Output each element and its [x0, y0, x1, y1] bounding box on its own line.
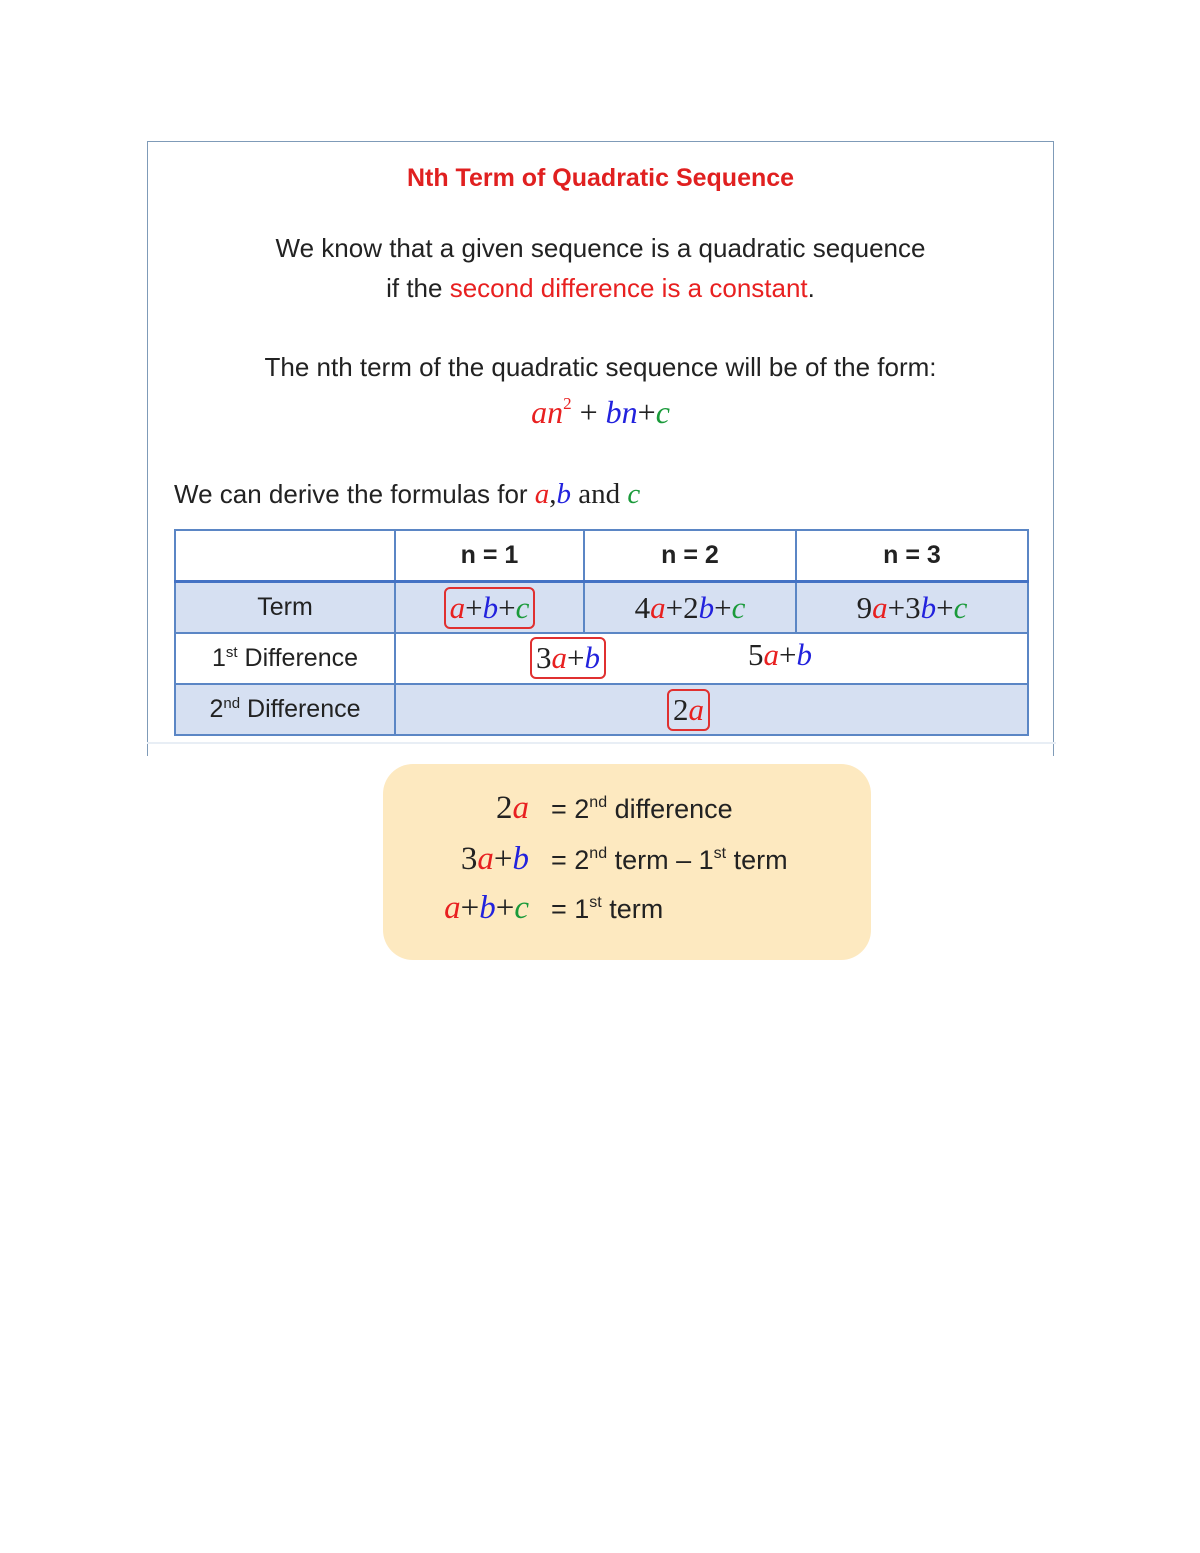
summary-row-1 [383, 788, 871, 828]
derive-comma: , [549, 478, 557, 510]
coef-a: a [763, 637, 779, 672]
rhs-text: term – 1 [607, 845, 714, 875]
form-text: The nth term of the quadratic sequence will be of the form: [264, 352, 937, 382]
ordinal-suffix: nd [589, 845, 608, 862]
intro-line-2 [148, 268, 1053, 308]
ordinal-number: 1 [211, 644, 226, 672]
coef-a: a [477, 841, 494, 877]
coef-a: a [449, 589, 466, 625]
summary-lhs-1 [496, 788, 529, 827]
first-difference-row [175, 633, 1028, 684]
summary-lhs-2 [461, 839, 529, 878]
plus-sign: + [498, 589, 516, 625]
formula-plus-1: + [571, 394, 606, 430]
derive-label: We can derive the formulas for [174, 479, 535, 509]
intro-highlight: second difference is a constant [449, 273, 808, 303]
coefficient: 3 [905, 589, 921, 625]
rhs-text: term [601, 894, 664, 924]
derive-and: and [571, 478, 628, 510]
coefficient: 2 [683, 589, 699, 625]
summary-box [383, 764, 871, 960]
coef-a: a [650, 589, 666, 625]
row-label-first-diff [175, 633, 395, 684]
ordinal-suffix: nd [223, 695, 241, 712]
row-label-second-diff [175, 684, 395, 735]
summary-rhs-1 [551, 794, 733, 825]
first-diff-1 [530, 637, 606, 679]
plus-sign: + [936, 589, 954, 625]
coef-c: c [514, 890, 529, 926]
second-diff-value [395, 684, 1028, 735]
first-diff-values [395, 633, 1028, 684]
derive-b: b [556, 478, 572, 510]
coefficient: 2 [673, 691, 689, 727]
summary-lhs-3 [444, 888, 529, 927]
coefficient: 9 [856, 589, 873, 625]
coefficient: 3 [460, 841, 478, 877]
coefficient: 4 [634, 589, 651, 625]
row-label-term: Term [175, 582, 395, 634]
first-diff-2 [748, 637, 812, 673]
coef-a: a [512, 790, 529, 826]
table-header-row [175, 530, 1028, 582]
plus-sign: + [665, 589, 684, 625]
term-row [175, 582, 1028, 634]
derive-text [174, 478, 640, 511]
coefficient: 5 [748, 637, 764, 672]
sequence-table [174, 529, 1029, 736]
coef-a: a [688, 691, 704, 727]
summary-row-3 [383, 888, 871, 928]
coef-b: b [479, 890, 496, 926]
intro-line-1: We know that a given sequence is a quadratic sequence [275, 233, 926, 263]
nth-term-formula [148, 394, 1053, 431]
header-n3: n = 3 [796, 530, 1028, 582]
derive-a: a [534, 478, 550, 510]
coef-b: b [482, 589, 499, 625]
equals-text: = 2 [551, 794, 590, 824]
ordinal-suffix: st [589, 894, 602, 911]
coef-c: c [731, 589, 746, 625]
coef-a: a [551, 640, 567, 675]
plus-sign: + [567, 640, 585, 675]
second-diff-expr [667, 689, 710, 731]
coefficient: 2 [496, 790, 513, 826]
formula-plus-2: + [637, 394, 656, 430]
plus-sign: + [493, 841, 513, 877]
equals-text: = 1 [551, 894, 590, 924]
derive-c: c [627, 478, 641, 510]
row-label-word: Difference [237, 644, 358, 672]
term-n2-expr [635, 590, 746, 625]
summary-rhs-2 [551, 845, 788, 876]
ordinal-suffix: nd [589, 794, 608, 811]
coef-c: c [953, 589, 968, 625]
coef-b: b [512, 841, 529, 877]
formula-c: c [655, 394, 670, 430]
formula-bn: bn [605, 394, 638, 430]
term-n2 [584, 582, 796, 634]
summary-row-2 [383, 839, 871, 879]
card-bottom-edge [147, 742, 1056, 744]
coef-b: b [584, 640, 600, 675]
plus-sign: + [460, 890, 480, 926]
plus-sign: + [714, 589, 732, 625]
coef-c: c [515, 589, 530, 625]
rhs-text: difference [607, 794, 733, 824]
term-n3 [796, 582, 1028, 634]
plus-sign: + [887, 589, 906, 625]
ordinal-suffix: st [713, 845, 727, 862]
formula-exponent: 2 [563, 394, 572, 413]
term-n3-expr [857, 590, 968, 625]
coef-a: a [872, 589, 888, 625]
header-n1: n = 1 [395, 530, 584, 582]
coef-b: b [698, 589, 715, 625]
header-blank [175, 530, 395, 582]
summary-rhs-3 [551, 894, 663, 925]
formula-an: an [531, 394, 564, 430]
ordinal-number: 2 [209, 695, 224, 723]
lesson-card [147, 141, 1054, 756]
coef-b: b [796, 637, 812, 672]
ordinal-suffix: st [225, 644, 238, 661]
page-title: Nth Term of Quadratic Sequence [406, 164, 795, 192]
term-n1-expr [444, 587, 536, 629]
coef-a: a [444, 890, 461, 926]
intro-prefix: if the [386, 273, 450, 303]
intro-text [148, 228, 1053, 308]
equals-text: = 2 [551, 845, 590, 875]
row-label-word: Difference [240, 695, 361, 723]
rhs-text: term [726, 845, 788, 875]
header-n2: n = 2 [584, 530, 796, 582]
plus-sign: + [465, 589, 483, 625]
plus-sign: + [779, 637, 797, 672]
coefficient: 3 [536, 640, 552, 675]
second-difference-row [175, 684, 1028, 735]
term-n1 [395, 582, 584, 634]
plus-sign: + [495, 890, 515, 926]
intro-suffix: . [807, 273, 815, 303]
coef-b: b [920, 589, 937, 625]
